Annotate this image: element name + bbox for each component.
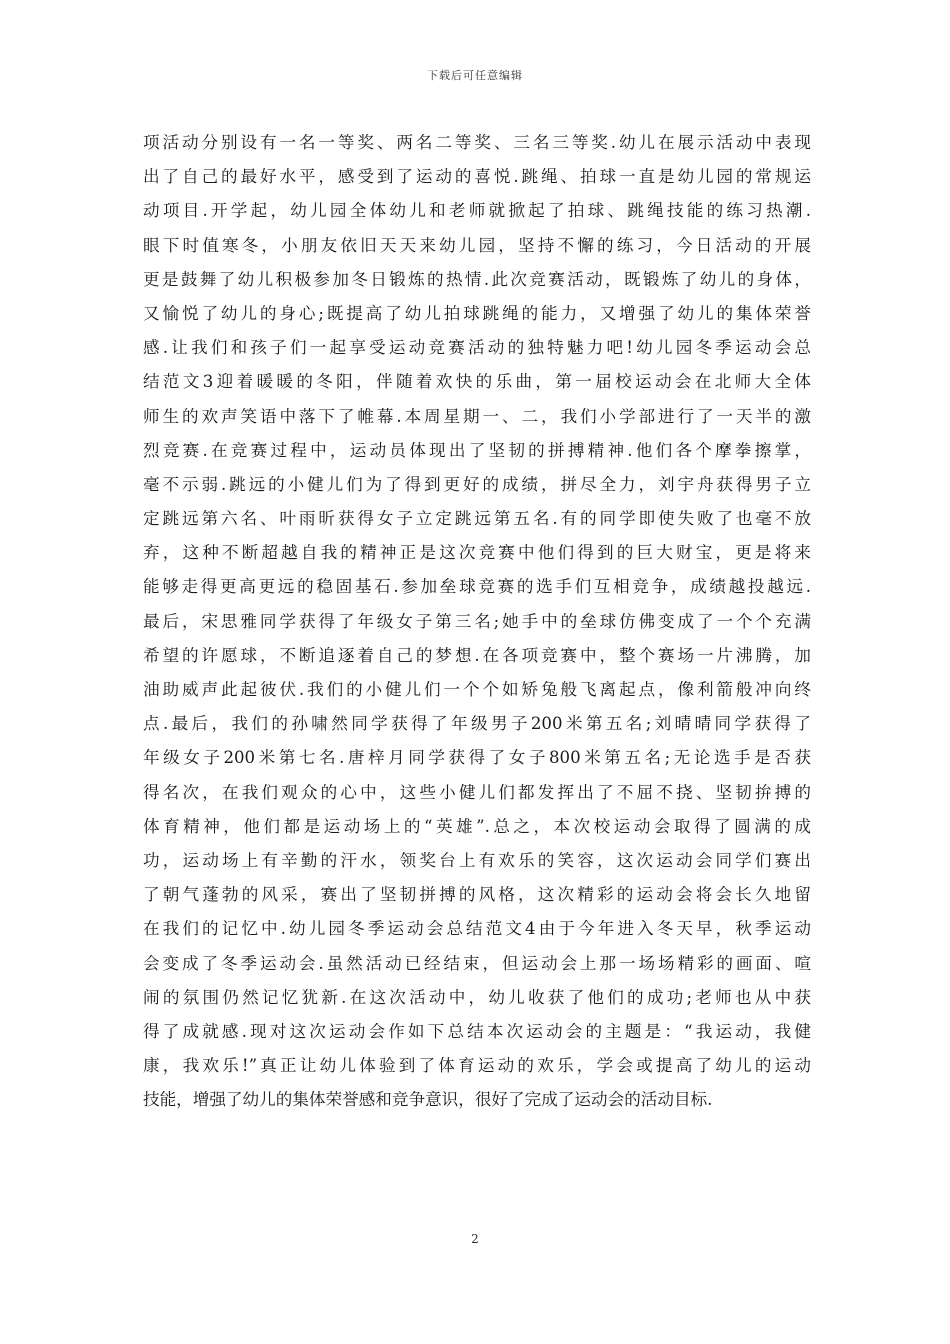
text-line: 结范文3迎着暖暖的冬阳，伴随着欢快的乐曲，第一届校运动会在北师大全体 [143, 372, 811, 392]
text-line: 希望的许愿球，不断追逐着自己的梦想.在各项竞赛中，整个赛场一片沸腾，加 [143, 645, 811, 665]
text-line: 会变成了冬季运动会.虽然活动已经结束，但运动会上那一场场精彩的画面、喧 [143, 953, 811, 973]
text-line: 最后，宋思雅同学获得了年级女子第三名;她手中的垒球仿佛变成了一个个充满 [143, 611, 811, 631]
text-line: 感.让我们和孩子们一起享受运动竞赛活动的独特魅力吧!幼儿园冬季运动会总 [143, 338, 811, 358]
text-line: 出了自己的最好水平，感受到了运动的喜悦.跳绳、拍球一直是幼儿园的常规运 [143, 167, 811, 187]
text-line: 项活动分别设有一名一等奖、两名二等奖、三名三等奖.幼儿在展示活动中表现 [143, 133, 811, 152]
text-line: 体育精神，他们都是运动场上的“英雄”.总之，本次校运动会取得了圆满的成 [143, 816, 811, 836]
text-line: 年级女子200米第七名.唐梓月同学获得了女子800米第五名;无论选手是否获 [143, 748, 811, 768]
text-line: 动项目.开学起，幼儿园全体幼儿和老师就掀起了拍球、跳绳技能的练习热潮. [143, 201, 811, 221]
text-line: 在我们的记忆中.幼儿园冬季运动会总结范文4由于今年进入冬天早，秋季运动 [143, 919, 811, 939]
text-line: 闹的氛围仍然记忆犹新.在这次活动中，幼儿收获了他们的成功;老师也从中获 [143, 987, 811, 1007]
page-header-note: 下载后可任意编辑 [427, 69, 523, 82]
text-line: 弃，这种不断超越自我的精神正是这次竞赛中他们得到的巨大财宝，更是将来 [143, 543, 811, 563]
text-line: 毫不示弱.跳远的小健儿们为了得到更好的成绩，拼尽全力，刘宇舟获得男子立 [143, 474, 811, 494]
text-line: 得了成就感.现对这次运动会作如下总结本次运动会的主题是：“我运动，我健 [143, 1021, 811, 1041]
text-line: 康，我欢乐!”真正让幼儿体验到了体育运动的欢乐，学会或提高了幼儿的运动 [143, 1056, 811, 1076]
text-line: 眼下时值寒冬，小朋友依旧天天来幼儿园，坚持不懈的练习，今日活动的开展 [143, 235, 811, 255]
text-line: 能够走得更高更远的稳固基石.参加垒球竞赛的选手们互相竞争，成绩越投越远. [143, 577, 811, 597]
text-line: 定跳远第六名、叶雨昕获得女子立定跳远第五名.有的同学即使失败了也毫不放 [143, 509, 811, 529]
text-line: 烈竞赛.在竞赛过程中，运动员体现出了坚韧的拼搏精神.他们各个摩拳擦掌， [143, 440, 811, 460]
text-line: 点.最后，我们的孙啸然同学获得了年级男子200米第五名;刘晴晴同学获得了 [143, 714, 811, 734]
text-line: 师生的欢声笑语中落下了帷幕.本周星期一、二，我们小学部进行了一天半的激 [143, 406, 811, 426]
text-line: 更是鼓舞了幼儿积极参加冬日锻炼的热情.此次竞赛活动，既锻炼了幼儿的身体， [143, 269, 811, 289]
document-body [143, 126, 811, 1117]
text-line: 又愉悦了幼儿的身心;既提高了幼儿拍球跳绳的能力，又增强了幼儿的集体荣誉 [143, 303, 811, 323]
text-line: 油助威声此起彼伏.我们的小健儿们一个个如矫兔般飞离起点，像利箭般冲向终 [143, 680, 811, 699]
text-line: 功，运动场上有辛勤的汗水，领奖台上有欢乐的笑容，这次运动会同学们赛出 [143, 850, 811, 870]
text-line: 了朝气蓬勃的风采，赛出了坚韧拼搏的风格，这次精彩的运动会将会长久地留 [143, 885, 811, 905]
text-line: 技能，增强了幼儿的集体荣誉感和竞争意识，很好了完成了运动会的活动目标. [143, 1090, 713, 1110]
text-line: 得名次，在我们观众的心中，这些小健儿们都发挥出了不屈不挠、坚韧拚搏的 [143, 782, 811, 802]
page-number: 2 [471, 1232, 479, 1246]
